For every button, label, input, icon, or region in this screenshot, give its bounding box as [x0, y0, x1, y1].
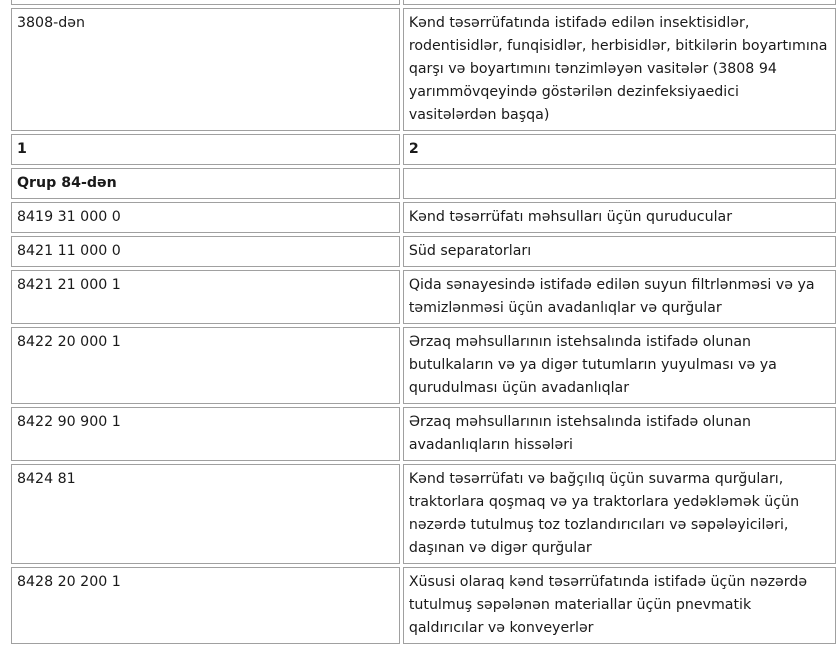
code-cell: 8424 81: [11, 464, 400, 564]
table-row: [11, 202, 836, 233]
code-cell: 1: [11, 134, 400, 165]
description-cell: Kənd təsərrüfatı və bağçılıq üçün suvarma qurğuları, traktorlara qoşmaq və ya traktorlara yedəkləmək üçün nəzərdə tutulmuş toz tozlandırıcıları və səpələyiciləri, daşınan və digər qurğular: [403, 464, 836, 564]
code-cell: 8428 20 200 1: [11, 567, 400, 644]
table-cell-stub: [403, 0, 836, 5]
table-row: [11, 168, 836, 199]
tariff-table: [8, 0, 839, 647]
description-cell: Kənd təsərrüfatı məhsulları üçün quruducular: [403, 202, 836, 233]
table-row: [11, 8, 836, 131]
description-cell: Süd separatorları: [403, 236, 836, 267]
code-cell: 8422 20 000 1: [11, 327, 400, 404]
table-row: [11, 464, 836, 564]
table-row: [11, 270, 836, 324]
description-cell: [403, 168, 836, 199]
table-body: [11, 0, 836, 644]
description-cell: Ərzaq məhsullarının istehsalında istifadə olunan avadanlıqların hissələri: [403, 407, 836, 461]
code-cell: Qrup 84-dən: [11, 168, 400, 199]
table-row-stub: [11, 0, 836, 5]
description-cell: Xüsusi olaraq kənd təsərrüfatında istifadə üçün nəzərdə tutulmuş səpələnən materiallar üçün pnevmatik qaldırıcılar və konveyerlər: [403, 567, 836, 644]
table-row: [11, 407, 836, 461]
table-cell-stub: [11, 0, 400, 5]
description-cell: 2: [403, 134, 836, 165]
code-cell: 8419 31 000 0: [11, 202, 400, 233]
table-row: [11, 567, 836, 644]
description-cell: Kənd təsərrüfatında istifadə edilən insektisidlər, rodentisidlər, funqisidlər, herbisidlər, bitkilərin boyartımına qarşı və boyartımını tənzimləyən vasitələr (3808 94 yarımmövqeyində göstərilən dezinfeksiyaedici vasitələrdən başqa): [403, 8, 836, 131]
code-cell: 8421 21 000 1: [11, 270, 400, 324]
table-row: [11, 236, 836, 267]
code-cell: 8421 11 000 0: [11, 236, 400, 267]
table-row: [11, 327, 836, 404]
description-cell: Ərzaq məhsullarının istehsalında istifadə olunan butulkaların və ya digər tutumların yuyulması və ya qurudulması üçün avadanlıqlar: [403, 327, 836, 404]
table-row: [11, 134, 836, 165]
code-cell: 3808-dən: [11, 8, 400, 131]
description-cell: Qida sənayesində istifadə edilən suyun filtrlənməsi və ya təmizlənməsi üçün avadanlıqlar və qurğular: [403, 270, 836, 324]
code-cell: 8422 90 900 1: [11, 407, 400, 461]
